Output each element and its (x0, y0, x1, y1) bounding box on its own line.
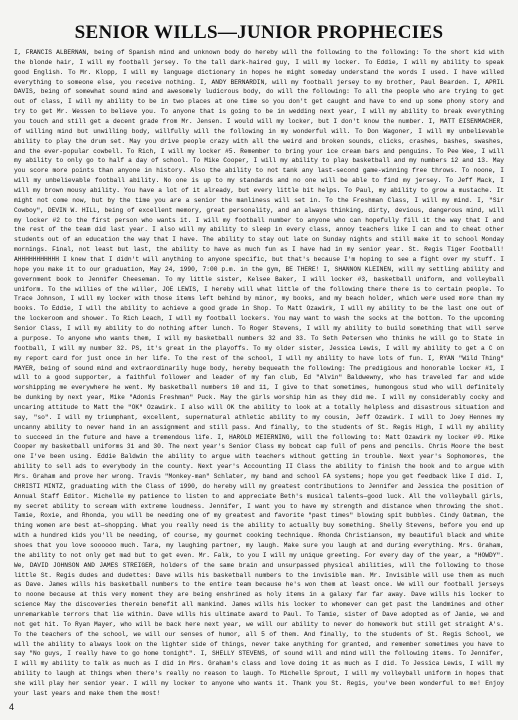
will-entry: It might not come now, but by the time you are a senior the manliness will set in. To the Freshman Class, I will my mind. (14, 187, 504, 204)
will-entry: To the willies of the willer, JOE LEWIS, I hereby will what little of the following there there is to certain people. To Trace Johnson, I will my locker with those items left behind by minor, my books, and my beach holder, which were used more than my books. To Eddie, I will the ability to achieve a good grade in Shop. To Matt Ozawirk, I will my ability to be the last one out of the lockeroom and shower. To Rich Leach, I will my football lockers. You may want to wash the socks at the bottom. To the upcoming Senior Class, I will my ability to do nothing after lunch. To Roger Stevens, I will my ability to build something that will serve a purpose. To anyone who wants them, I will my basketball numbers 32 and 33. To Seth Petersen who thinks he will go to State in football, I will my number 32. PS, it's great in the playoffs. To my older sister, Jessica Lewis, I will my ability to get a C on my report card for just once in her life. To the rest of the school, I will my ability to have lots of fun. (14, 285, 504, 362)
will-entry: I, RYAN "Wild Thing" MAYER, being of sound mind and extraordinarily huge body, hereby bequeath the following: The predigious and honorable locker #1, I will to a good supporter, a faithful follower and leader of my fan club, Ed "Alvin" Baldwewny, who has traveled far and wide worshipping me everywhere he went. My basketball numbers 10 and 11, I give to that sometimes, humongous stud who will definitely be dunking by next year, Mike "Adonis Freshman" Puck. May the girls worship him as they did me. I will my considerably cocky and uncaring attitude to Matt the "OK" Ozawirk. I also will OK the ability to look at a totally helpless and disastrous situation and say, "so". I will my triumphant, excellent, supernatural athletic ability to my cousin, Jeff Ozawirk. I will to Joey Hennes my uncanny ability to never hand in an assignment and still pass. And finally, to the students of St. Regis High, I will my ability to succeed in the future and have a tremendous life. (14, 354, 504, 441)
will-entry: I, SHELLY STEVENS, of sound will and mind will the following items. To Jennifer, I will my ability to talk as much as I did in Mrs. Graham's class and love doing it as much as I did. To Jessica Lewis, I will my ability to laugh at things when there's really no reason to laugh. To Michelle Sprout, I will my volleyball uniform in hopes that she will play her senior year. I will my locker to anyone who wants it. Thank you St. Regis, you've been wonderful to me! (14, 650, 504, 687)
will-entry: I, FRANCIS ALBERNAN, being of Spanish mind and unknown body do hereby will the following to the following: To the short kid with the blonde hair, I will my football jersey. To the tall dark-haired guy, I will my locker. To Eddie, I will my ability to speak good English. To Mr. Klopp, I will my language dictionary in hopes he might someday understand the words I used. (14, 49, 504, 76)
will-entry: I, "Sir Cowboy", DEVIN W. HILL, being of excellent memory, great personality, and an always thinking, dirty, devious, dangerous mind, will my locker #2 to the first person who wants it. I will my football number to anyone who can hopefully fill it the way that I and the rest of the team did last year. I also will my ability to sleep in every class, annoy teachers like I can and to cheat other students out of an education the way that I have. The ability to stay out late on Sunday nights and still make it to school Monday mornings. Final, not least but last, the ability to have as much fun as I have had in my senior year. St. Regis Tiger Football! AHHHHHHHHHHH I knew that I didn't will anything to anyone specific, but that's because I'm hoping to see a fight over my stuff. (14, 196, 504, 264)
will-entry: Enjoy your last years and make them the most! (14, 680, 504, 697)
will-entry: We, DAVID JOHNSON AND JAMES STREIGER, holders of the same brain and unsurpassed physical abilities, will the following to those little St. Regis dudes and dudettes: Dave wills his basketball numbers to the invisible man. Mr. Invisible will use them as much as Dave. James wills his basketball numbers to the entire team because he's won them at least once. We will our football jerseys to noone because at this very moment they are being enshrined as holy items in a galaxy far far away. Dave wills his locker to science May the discoveries therein benefit all mankind. James wills his locker to whomever can get past the landmines and other unremarkable terrors that lie within. Dave wills his ultimate award to Paul. (14, 561, 504, 618)
will-entry: I, CHRISTI MINTZ, graduating with the Class of 1990, do hereby will my greatest contributions to Jennifer and Jessica the position of Annual Staff Editor. Michelle my patience to listen to and appreciate Beth's musical talents—good luck. All the volleyball girls, my secret ability to scream with extreme loudness. Jennifer, I want you to have my strength and distance when throwing the shot. Tamie, Roxie, and Rhonda, you will be needing one of my greatest and favorite "past times" blowing spit bubbles. Cindy Oatman, the thing women are best at—shopping. What you really need is the ability to actually buy something. Shelly Stevens, before you end up with a hundred kids you'll be needing, of course, my gourmet cooking technique. Rhonda Christianson, my beautiful black and white shoes that you love soooooo much. Tara, my laughing partner, my laugh. Make sure you laugh at and during everything. Mrs. Graham, the ability to not only get mad but to get even. Mr. Falk, to you I will my unique greeting. For every day of the year, a "HOWDY". (14, 472, 504, 559)
will-entry: To Tamie, sister of Dave adopted as of Janie, we and not get hit. To Ryan Mayer, who will be back here next year, we will our ability to never do homework but still get straight A's. To the teachers of the school, we will our senses of humor, all 5 of them. And finally, to the students of St. Regis School, we will the ability to always look on the lighter side of things, never take anything for granted, and remember sometimes you have to say "No guys, I really have to go home tonight". (14, 610, 504, 658)
page-title: SENIOR WILLS—JUNIOR PROPHECIES (74, 22, 444, 43)
will-entry: I, ANDY BERNARDIN, will my football jersey to my brother, Paul Bearden. (199, 78, 474, 86)
will-entry: I have willed everything to someone else, you receive nothing. (14, 68, 504, 86)
will-entry: I, APRIL DAVIS, being of somewhat sound mind and awesomely ludicrous body, do will the following: To all the people who are trying to get out of class, I will my ability to be in two places at one time so you don't get caught and have to end up some phony story and try to get Mr. Wessen to believe you. To anyone that is going to be in wedding next year, I will my ability to break everything you touch and still get a decent grade from Mr. Jensen. I would will my locker, but I don't know the number. (14, 78, 504, 126)
will-entry: I, HAROLD MEIERNING, will the following to: Matt Ozawirk my locker #9. Mike Cooper my basketball uniforms 31 and 30. The next year's Senior Class my bobcat cap full of pens and pencils. Chris Moore the best one I've been using. Eddie Baldwin the ability to argue with teachers without getting in trouble. Next year's Sophomores, the ability to sell ads to everybody in the county. Next year's Accounting II Class the ability to finish the book and to argue with Mrs. Graham and prove her wrong. Travis "Monkey-man" Schlater, my band and school FA systems; hope you get feedback like I did. (14, 433, 504, 480)
page-number: 4 (9, 702, 15, 712)
will-entry: I hope you make it to our graduation, May 24, 1990, 7:00 p.m. in the gym, BE THERE! (14, 256, 504, 273)
wills-body-text (14, 48, 504, 700)
will-entry: I, SHANNON KLEINEN, will my settling ability and government book to Jennifer Cheeseman. To my little sister, Kelsee Baker, I will locker #3, basketball uniform, and volleyball uniform. (14, 265, 504, 293)
will-entry: I, MATT EISENMACHER, of willing mind but unwilling body, willfully will the following in my wonderful will. To Don Wagoner, I will my unbelievable ability to play the drum set. May you drive people crazy with all the weird and broken sounds, clicks, crashes, bashes, swashes, and the ever-popular cowbell. To Rich, I will my locker #5. Remember to bring your ice cream bars and penguins. To Pee Wee, I will my ability to only go to half a day of school. To Mike Cooper, I will my ability to play basketball and my numbers 12 and 13. May you score more points than anyone in history. Also the ability to not tank any last-second game-winning free throws. To noone, I will my unbelievable football ability. No one is up to my standards and no one will be able to find my jersey. To Jeff Mack, I will my brown mousy ability. You have a lot of it already, but every little bit helps. To Paul, my ability to grow a mustache. (14, 118, 504, 195)
